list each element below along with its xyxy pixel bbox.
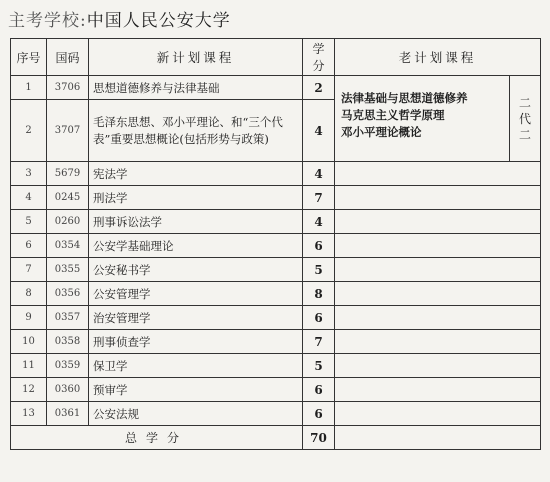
old-course-empty bbox=[335, 426, 541, 450]
row-seq: 12 bbox=[11, 378, 47, 402]
old-course-empty bbox=[335, 354, 541, 378]
row-credit: 4 bbox=[303, 210, 335, 234]
row-course: 公安法规 bbox=[89, 402, 303, 426]
row-seq: 7 bbox=[11, 258, 47, 282]
table-row bbox=[11, 402, 541, 426]
school-heading bbox=[8, 6, 231, 31]
table-row bbox=[11, 282, 541, 306]
row-credit: 4 bbox=[303, 100, 335, 162]
row-seq: 1 bbox=[11, 76, 47, 100]
table-row bbox=[11, 186, 541, 210]
row-seq: 11 bbox=[11, 354, 47, 378]
row-code: 0359 bbox=[47, 354, 89, 378]
row-credit: 6 bbox=[303, 234, 335, 258]
table-row bbox=[11, 76, 541, 100]
row-code: 0357 bbox=[47, 306, 89, 330]
old-course-empty bbox=[335, 210, 541, 234]
header-old-course: 老计划课程 bbox=[335, 39, 541, 76]
old-course-empty bbox=[335, 402, 541, 426]
row-course: 思想道德修养与法律基础 bbox=[89, 76, 303, 100]
old-course-item: 法律基础与思想道德修养 bbox=[341, 91, 468, 105]
row-credit: 8 bbox=[303, 282, 335, 306]
header-seq: 序号 bbox=[11, 39, 47, 76]
row-course: 刑法学 bbox=[89, 186, 303, 210]
row-credit: 6 bbox=[303, 402, 335, 426]
row-course: 保卫学 bbox=[89, 354, 303, 378]
row-code: 0354 bbox=[47, 234, 89, 258]
row-code: 0361 bbox=[47, 402, 89, 426]
school-label: 主考学校: bbox=[8, 11, 87, 31]
row-course: 公安学基础理论 bbox=[89, 234, 303, 258]
total-row bbox=[11, 426, 541, 450]
table-row bbox=[11, 210, 541, 234]
table-row bbox=[11, 378, 541, 402]
old-course-item: 马克思主义哲学原理 bbox=[341, 108, 445, 122]
row-credit: 6 bbox=[303, 306, 335, 330]
row-course: 刑事侦查学 bbox=[89, 330, 303, 354]
row-seq: 6 bbox=[11, 234, 47, 258]
row-credit: 7 bbox=[303, 186, 335, 210]
row-credit: 5 bbox=[303, 258, 335, 282]
row-code: 0356 bbox=[47, 282, 89, 306]
table-row bbox=[11, 330, 541, 354]
row-seq: 8 bbox=[11, 282, 47, 306]
old-course-empty bbox=[335, 258, 541, 282]
header-code: 国码 bbox=[47, 39, 89, 76]
row-seq: 3 bbox=[11, 162, 47, 186]
old-course-empty bbox=[335, 378, 541, 402]
old-course-empty bbox=[335, 162, 541, 186]
school-name: 中国人民公安大学 bbox=[86, 11, 231, 31]
header-credit: 学分 bbox=[303, 39, 335, 76]
old-course-empty bbox=[335, 186, 541, 210]
row-code: 5679 bbox=[47, 162, 89, 186]
old-course-list bbox=[335, 76, 510, 162]
row-seq: 2 bbox=[11, 100, 47, 162]
row-seq: 9 bbox=[11, 306, 47, 330]
row-code: 3706 bbox=[47, 76, 89, 100]
row-credit: 6 bbox=[303, 378, 335, 402]
total-credits-label: 总学分 bbox=[11, 426, 303, 450]
old-course-empty bbox=[335, 282, 541, 306]
old-course-empty bbox=[335, 306, 541, 330]
row-credit: 7 bbox=[303, 330, 335, 354]
old-course-side-note bbox=[510, 76, 541, 162]
header-new-course: 新计划课程 bbox=[89, 39, 303, 76]
table-row bbox=[11, 306, 541, 330]
row-course: 公安管理学 bbox=[89, 282, 303, 306]
row-course: 刑事诉讼法学 bbox=[89, 210, 303, 234]
table-row bbox=[11, 354, 541, 378]
course-table bbox=[10, 38, 541, 450]
row-credit: 5 bbox=[303, 354, 335, 378]
row-code: 0360 bbox=[47, 378, 89, 402]
table-row bbox=[11, 234, 541, 258]
table-header-row bbox=[11, 39, 541, 76]
row-credit: 4 bbox=[303, 162, 335, 186]
old-course-empty bbox=[335, 234, 541, 258]
row-code: 0358 bbox=[47, 330, 89, 354]
row-course: 宪法学 bbox=[89, 162, 303, 186]
side-note-text: 二代二 bbox=[518, 95, 531, 142]
old-course-empty bbox=[335, 330, 541, 354]
row-seq: 10 bbox=[11, 330, 47, 354]
row-course: 毛泽东思想、邓小平理论、和“三个代表”重要思想概论(包括形势与政策) bbox=[89, 100, 303, 162]
table-row bbox=[11, 162, 541, 186]
old-course-item: 邓小平理论概论 bbox=[341, 125, 422, 139]
row-code: 0260 bbox=[47, 210, 89, 234]
row-seq: 4 bbox=[11, 186, 47, 210]
row-course: 治安管理学 bbox=[89, 306, 303, 330]
row-seq: 13 bbox=[11, 402, 47, 426]
row-seq: 5 bbox=[11, 210, 47, 234]
row-course: 预审学 bbox=[89, 378, 303, 402]
row-credit: 2 bbox=[303, 76, 335, 100]
total-credits-value: 70 bbox=[303, 426, 335, 450]
row-code: 3707 bbox=[47, 100, 89, 162]
row-code: 0355 bbox=[47, 258, 89, 282]
row-course: 公安秘书学 bbox=[89, 258, 303, 282]
row-code: 0245 bbox=[47, 186, 89, 210]
table-row bbox=[11, 258, 541, 282]
